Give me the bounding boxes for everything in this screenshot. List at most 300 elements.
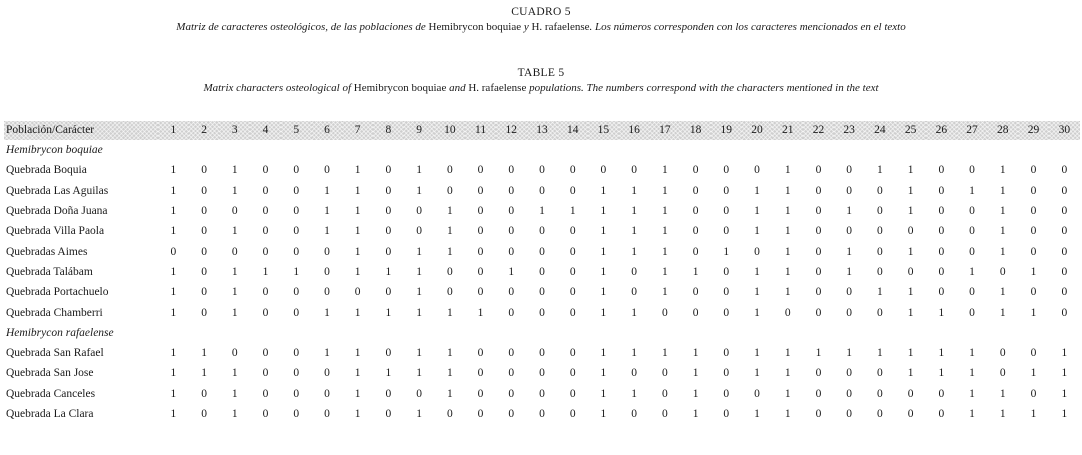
character-value: 1 <box>1030 367 1037 380</box>
header-character-10: 10 <box>434 121 465 140</box>
header-character-20: 20 <box>742 121 773 140</box>
character-value: 1 <box>661 245 668 258</box>
character-value: 1 <box>231 387 238 400</box>
header-character-11: 11 <box>465 121 496 140</box>
character-value: 1 <box>231 265 238 278</box>
character-value: 1 <box>354 347 361 360</box>
character-value: 1 <box>877 164 883 177</box>
character-value: 1 <box>324 306 330 319</box>
character-value: 0 <box>907 225 914 238</box>
character-value: 0 <box>262 306 269 319</box>
character-value: 1 <box>569 205 576 218</box>
character-value: 0 <box>508 306 515 319</box>
character-value: 0 <box>815 164 822 177</box>
character-value: 0 <box>539 367 545 380</box>
character-value: 1 <box>416 164 422 177</box>
character-value: 1 <box>754 205 760 218</box>
table-row <box>4 160 1080 180</box>
character-value: 0 <box>477 367 484 380</box>
character-value: 1 <box>784 367 791 380</box>
character-value: 0 <box>1030 347 1037 360</box>
character-value: 1 <box>231 164 238 177</box>
character-value: 0 <box>631 265 638 278</box>
character-value: 0 <box>846 184 853 197</box>
character-value: 0 <box>1030 387 1037 400</box>
character-value: 1 <box>416 347 422 360</box>
header-character-25: 25 <box>895 121 926 140</box>
character-value: 0 <box>877 184 883 197</box>
character-value: 1 <box>846 205 853 218</box>
character-value: 1 <box>354 164 361 177</box>
character-value: 1 <box>999 164 1006 177</box>
character-value: 1 <box>416 286 422 299</box>
character-value: 1 <box>907 205 914 218</box>
header-character-2: 2 <box>189 121 220 140</box>
character-value: 1 <box>170 265 177 278</box>
character-value: 0 <box>477 164 484 177</box>
character-value: 0 <box>385 387 392 400</box>
character-value: 1 <box>170 408 177 420</box>
character-value: 0 <box>999 367 1006 380</box>
character-value: 0 <box>692 306 699 319</box>
character-value: 0 <box>477 408 484 420</box>
character-value: 0 <box>539 347 545 360</box>
character-value: 1 <box>938 306 945 319</box>
character-value: 1 <box>969 387 975 400</box>
character-value: 1 <box>539 205 545 218</box>
group-name: Hemibrycon rafaelense <box>6 326 114 339</box>
character-value: 1 <box>416 408 422 420</box>
character-value: 1 <box>661 347 668 360</box>
character-value: 0 <box>262 347 269 360</box>
character-value: 0 <box>569 408 576 420</box>
character-value: 1 <box>969 347 975 360</box>
header-character-6: 6 <box>312 121 343 140</box>
population-name: Quebrada Doña Juana <box>6 205 108 218</box>
header-character-15: 15 <box>588 121 619 140</box>
character-value: 0 <box>201 265 207 278</box>
character-value: 1 <box>784 245 791 258</box>
character-value: 1 <box>907 184 914 197</box>
character-value: 1 <box>446 225 453 238</box>
character-value: 1 <box>385 306 392 319</box>
character-value: 1 <box>661 184 668 197</box>
character-value: 1 <box>631 387 638 400</box>
character-value: 0 <box>815 184 822 197</box>
population-name: Quebrada Las Aguilas <box>6 184 109 197</box>
character-value: 1 <box>1061 347 1068 360</box>
character-value: 0 <box>999 347 1006 360</box>
character-value: 1 <box>416 245 422 258</box>
character-value: 1 <box>170 164 177 177</box>
character-value: 1 <box>692 265 699 278</box>
character-value: 1 <box>969 184 975 197</box>
caption-title-en: TABLE 5 <box>517 67 565 79</box>
character-value: 0 <box>846 387 853 400</box>
character-value: 0 <box>692 225 699 238</box>
character-value: 0 <box>569 286 576 299</box>
character-value: 0 <box>539 306 545 319</box>
character-value: 0 <box>201 205 207 218</box>
header-character-5: 5 <box>281 121 312 140</box>
character-value: 0 <box>508 205 515 218</box>
character-value: 0 <box>692 286 699 299</box>
character-value: 0 <box>293 245 300 258</box>
character-value: 1 <box>416 265 422 278</box>
character-value: 0 <box>231 245 238 258</box>
character-value: 1 <box>385 367 392 380</box>
character-value: 0 <box>385 347 392 360</box>
population-name: Quebrada Canceles <box>6 387 96 400</box>
character-value: 0 <box>1061 265 1068 278</box>
character-value: 0 <box>846 367 853 380</box>
character-value: 1 <box>324 205 330 218</box>
character-value: 0 <box>539 245 545 258</box>
header-character-19: 19 <box>711 121 742 140</box>
character-value: 1 <box>784 205 791 218</box>
character-value: 0 <box>969 164 975 177</box>
character-value: 0 <box>723 265 730 278</box>
character-value: 0 <box>231 205 238 218</box>
header-character-27: 27 <box>957 121 988 140</box>
caption-en-part-5: populations. The numbers correspond with the characters mentioned in the text <box>526 82 879 94</box>
character-value: 0 <box>201 306 207 319</box>
character-value: 1 <box>754 184 760 197</box>
character-value: 0 <box>723 387 730 400</box>
character-value: 0 <box>569 367 576 380</box>
caption-subtitle-en <box>0 82 1082 94</box>
character-value: 0 <box>754 387 760 400</box>
character-value: 1 <box>999 408 1006 420</box>
character-value: 1 <box>600 387 607 400</box>
character-matrix-table <box>4 121 1080 424</box>
character-value: 0 <box>385 164 392 177</box>
character-value: 1 <box>354 205 361 218</box>
character-value: 1 <box>600 245 607 258</box>
character-value: 0 <box>877 225 883 238</box>
character-value: 0 <box>477 387 484 400</box>
character-value: 0 <box>324 367 330 380</box>
character-value: 0 <box>293 164 300 177</box>
character-value: 0 <box>446 286 453 299</box>
character-value: 0 <box>631 164 638 177</box>
table-row <box>4 241 1080 261</box>
character-value: 1 <box>1030 408 1037 420</box>
character-value: 0 <box>385 184 392 197</box>
character-value: 0 <box>815 306 822 319</box>
character-value: 0 <box>262 205 269 218</box>
header-character-8: 8 <box>373 121 404 140</box>
character-value: 1 <box>446 306 453 319</box>
character-value: 1 <box>170 225 177 238</box>
character-value: 0 <box>877 387 883 400</box>
character-value: 1 <box>354 387 361 400</box>
character-value: 0 <box>815 408 822 420</box>
character-value: 1 <box>170 367 177 380</box>
character-value: 0 <box>907 265 914 278</box>
header-character-9: 9 <box>404 121 435 140</box>
character-value: 0 <box>877 265 883 278</box>
character-value: 0 <box>385 286 392 299</box>
character-value: 1 <box>877 286 883 299</box>
character-value: 0 <box>446 265 453 278</box>
character-value: 1 <box>969 408 975 420</box>
character-value: 1 <box>170 306 177 319</box>
character-value: 1 <box>692 408 699 420</box>
character-value: 1 <box>354 306 361 319</box>
character-value: 0 <box>508 347 515 360</box>
caption-en-species-1: Hemibrycon boquiae <box>353 82 447 94</box>
table-row <box>4 282 1080 302</box>
character-value: 1 <box>784 387 791 400</box>
character-value: 1 <box>907 367 914 380</box>
header-character-29: 29 <box>1018 121 1049 140</box>
header-character-7: 7 <box>342 121 373 140</box>
character-value: 0 <box>723 347 730 360</box>
character-value: 0 <box>815 245 822 258</box>
character-value: 0 <box>293 205 300 218</box>
character-value: 0 <box>508 225 515 238</box>
header-character-1: 1 <box>158 121 189 140</box>
character-value: 0 <box>1030 225 1037 238</box>
character-value: 1 <box>446 245 453 258</box>
table-row <box>4 302 1080 322</box>
caption-title-es: CUADRO 5 <box>511 6 571 18</box>
character-value: 0 <box>569 265 576 278</box>
character-value: 0 <box>969 286 975 299</box>
character-value: 0 <box>815 286 822 299</box>
table-body <box>4 140 1080 424</box>
character-value: 0 <box>661 306 668 319</box>
character-value: 1 <box>201 347 207 360</box>
character-value: 0 <box>231 347 238 360</box>
character-value: 0 <box>999 265 1006 278</box>
character-value: 1 <box>201 367 207 380</box>
character-value: 0 <box>938 265 945 278</box>
character-value: 1 <box>170 184 177 197</box>
table-row <box>4 201 1080 221</box>
character-value: 0 <box>1030 245 1037 258</box>
population-name: Quebradas Aimes <box>6 245 88 258</box>
character-value: 0 <box>938 408 945 420</box>
character-value: 0 <box>569 245 576 258</box>
character-value: 1 <box>754 265 760 278</box>
character-value: 0 <box>846 408 853 420</box>
character-value: 0 <box>877 205 883 218</box>
character-value: 0 <box>508 286 515 299</box>
header-character-4: 4 <box>250 121 281 140</box>
character-value: 1 <box>354 265 361 278</box>
population-name: Quebrada Talábam <box>6 265 93 278</box>
character-value: 1 <box>600 205 607 218</box>
character-value: 1 <box>999 306 1006 319</box>
character-value: 0 <box>508 245 515 258</box>
character-value: 1 <box>754 306 760 319</box>
caption-subtitle-es <box>0 21 1082 33</box>
character-value: 1 <box>600 347 607 360</box>
character-value: 0 <box>262 164 269 177</box>
character-value: 0 <box>754 164 760 177</box>
character-value: 1 <box>477 306 484 319</box>
header-character-12: 12 <box>496 121 527 140</box>
character-value: 0 <box>969 225 975 238</box>
character-value: 0 <box>877 367 883 380</box>
caption-en-part-1: Matrix characters osteological of <box>203 82 354 94</box>
character-value: 0 <box>631 286 638 299</box>
character-value: 0 <box>692 205 699 218</box>
character-value: 0 <box>446 408 453 420</box>
character-value: 1 <box>661 205 668 218</box>
character-value: 0 <box>1061 205 1068 218</box>
character-value: 0 <box>385 225 392 238</box>
character-value: 1 <box>446 387 453 400</box>
character-value: 1 <box>999 286 1006 299</box>
caption-es-species-1: Hemibrycon boquiae <box>428 21 522 33</box>
character-value: 0 <box>1061 184 1068 197</box>
character-value: 0 <box>1030 205 1037 218</box>
character-value: 1 <box>385 265 392 278</box>
character-value: 1 <box>170 387 177 400</box>
character-value: 0 <box>569 347 576 360</box>
character-value: 1 <box>692 387 699 400</box>
table-row <box>4 221 1080 241</box>
character-value: 1 <box>661 225 668 238</box>
character-value: 1 <box>784 286 791 299</box>
character-value: 0 <box>815 225 822 238</box>
character-value: 0 <box>385 205 392 218</box>
character-value: 0 <box>938 205 945 218</box>
header-character-17: 17 <box>650 121 681 140</box>
character-value: 0 <box>201 286 207 299</box>
character-value: 0 <box>661 367 668 380</box>
character-value: 1 <box>262 265 269 278</box>
character-value: 0 <box>815 387 822 400</box>
character-value: 0 <box>262 225 269 238</box>
character-value: 0 <box>723 408 730 420</box>
character-value: 0 <box>293 347 300 360</box>
character-value: 1 <box>416 184 422 197</box>
character-value: 0 <box>477 225 484 238</box>
character-value: 0 <box>938 286 945 299</box>
character-value: 1 <box>969 367 975 380</box>
character-value: 1 <box>324 184 330 197</box>
character-value: 0 <box>815 205 822 218</box>
character-value: 0 <box>262 387 269 400</box>
character-value: 0 <box>539 387 545 400</box>
population-name: Quebrada San Jose <box>6 367 94 380</box>
character-value: 0 <box>723 164 730 177</box>
character-value: 1 <box>907 347 914 360</box>
character-value: 1 <box>784 184 791 197</box>
character-value: 1 <box>508 265 515 278</box>
character-value: 0 <box>631 367 638 380</box>
character-value: 1 <box>999 205 1006 218</box>
character-value: 1 <box>692 347 699 360</box>
header-character-28: 28 <box>987 121 1018 140</box>
character-value: 1 <box>969 265 975 278</box>
character-value: 0 <box>201 225 207 238</box>
character-value: 0 <box>293 306 300 319</box>
population-name: Quebrada San Rafael <box>6 347 104 360</box>
character-value: 1 <box>877 347 883 360</box>
table-row <box>4 384 1080 404</box>
character-value: 0 <box>293 184 300 197</box>
character-value: 1 <box>661 164 668 177</box>
character-value: 0 <box>661 408 668 420</box>
table-row <box>4 262 1080 282</box>
character-value: 0 <box>201 184 207 197</box>
character-value: 1 <box>231 225 238 238</box>
character-value: 0 <box>508 164 515 177</box>
character-value: 1 <box>999 245 1006 258</box>
character-value: 0 <box>446 164 453 177</box>
character-value: 1 <box>1061 367 1068 380</box>
character-value: 1 <box>600 265 607 278</box>
character-value: 1 <box>446 367 453 380</box>
character-value: 1 <box>907 245 914 258</box>
character-value: 1 <box>231 306 238 319</box>
character-value: 0 <box>1061 306 1068 319</box>
population-name: Quebrada Villa Paola <box>6 225 105 238</box>
character-value: 0 <box>170 245 177 258</box>
character-value: 1 <box>999 225 1006 238</box>
character-value: 1 <box>754 286 760 299</box>
character-value: 0 <box>723 286 730 299</box>
character-value: 1 <box>754 408 760 420</box>
character-value: 0 <box>477 184 484 197</box>
character-value: 0 <box>324 387 330 400</box>
character-value: 0 <box>1030 184 1037 197</box>
character-value: 1 <box>661 265 668 278</box>
header-character-14: 14 <box>557 121 588 140</box>
caption-es-species-2: H. rafaelense <box>531 21 590 33</box>
character-value: 1 <box>231 408 238 420</box>
character-value: 1 <box>1030 265 1037 278</box>
character-value: 1 <box>631 205 638 218</box>
header-character-16: 16 <box>619 121 650 140</box>
character-value: 1 <box>631 306 638 319</box>
character-value: 0 <box>600 164 607 177</box>
character-value: 0 <box>293 408 300 420</box>
header-character-23: 23 <box>834 121 865 140</box>
caption-en-species-2: H. rafaelense <box>468 82 527 94</box>
caption-es-part-1: Matriz de caracteres osteológicos, de las poblaciones de <box>176 21 429 33</box>
character-value: 1 <box>231 184 238 197</box>
character-value: 0 <box>477 205 484 218</box>
character-value: 1 <box>846 347 853 360</box>
character-value: 0 <box>539 408 545 420</box>
character-value: 0 <box>477 245 484 258</box>
character-value: 1 <box>938 367 945 380</box>
character-value: 0 <box>508 408 515 420</box>
character-value: 0 <box>201 387 207 400</box>
table-row <box>4 181 1080 201</box>
character-value: 1 <box>631 347 638 360</box>
character-value: 0 <box>539 265 545 278</box>
character-value: 0 <box>846 306 853 319</box>
character-value: 0 <box>539 286 545 299</box>
character-value: 1 <box>416 306 422 319</box>
caption-es-part-3: y <box>521 21 532 33</box>
character-value: 0 <box>508 184 515 197</box>
character-value: 1 <box>1061 387 1068 400</box>
character-value: 0 <box>201 164 207 177</box>
character-value: 1 <box>231 286 238 299</box>
character-value: 0 <box>1061 286 1068 299</box>
character-value: 0 <box>262 408 269 420</box>
character-value: 0 <box>385 408 392 420</box>
character-value: 0 <box>938 225 945 238</box>
